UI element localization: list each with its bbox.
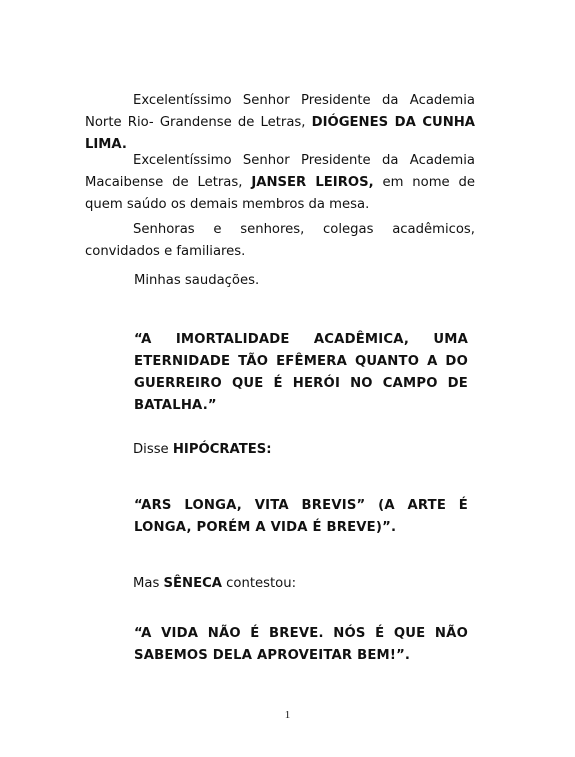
greeting-paragraph-1	[85, 90, 475, 156]
greeting-paragraph-3: Senhoras e senhores, colegas acadêmicos, convidados e familiares.	[85, 222, 475, 259]
greeting-paragraph-4: Minhas saudações.	[134, 273, 260, 288]
attribution-3-prefix: Mas	[133, 576, 164, 591]
greeting-1-name: DIÓGENES DA CUNHA LIMA.	[85, 115, 475, 152]
quote-immortality: “A IMORTALIDADE ACADÊMICA, UMA ETERNIDADE TÃO EFÊMERA QUANTO A DO GUERREIRO QUE É HERÓI NO CAMPO DE BATALHA.”	[134, 332, 468, 413]
attribution-2-prefix: Disse	[133, 442, 173, 457]
page-number: 1	[284, 709, 291, 721]
attribution-2-name: HIPÓCRATES:	[172, 442, 272, 457]
greeting-2-name: JANSER LEIROS,	[251, 175, 374, 190]
attribution-seneca	[133, 573, 296, 595]
attribution-3-name: SÊNECA	[163, 576, 222, 591]
greeting-2-text: Excelentíssimo Senhor Presidente da Academia Macaibense de Letras,	[85, 153, 475, 190]
greeting-2-suffix: em nome de quem saúdo os demais membros da mesa.	[85, 175, 476, 212]
greeting-paragraph-2	[85, 150, 475, 216]
greeting-1-text: Excelentíssimo Senhor Presidente da Academia Norte Rio- Grandense de Letras,	[85, 93, 475, 130]
quote-life-not-short: “A VIDA NÃO É BREVE. NÓS É QUE NÃO SABEMOS DELA APROVEITAR BEM!”.	[134, 626, 468, 663]
quote-ars-longa: “ARS LONGA, VITA BREVIS” (A ARTE É LONGA, PORÉM A VIDA É BREVE)”.	[134, 498, 468, 535]
attribution-3-suffix: contestou:	[221, 576, 297, 591]
attribution-hippocrates	[133, 439, 271, 461]
